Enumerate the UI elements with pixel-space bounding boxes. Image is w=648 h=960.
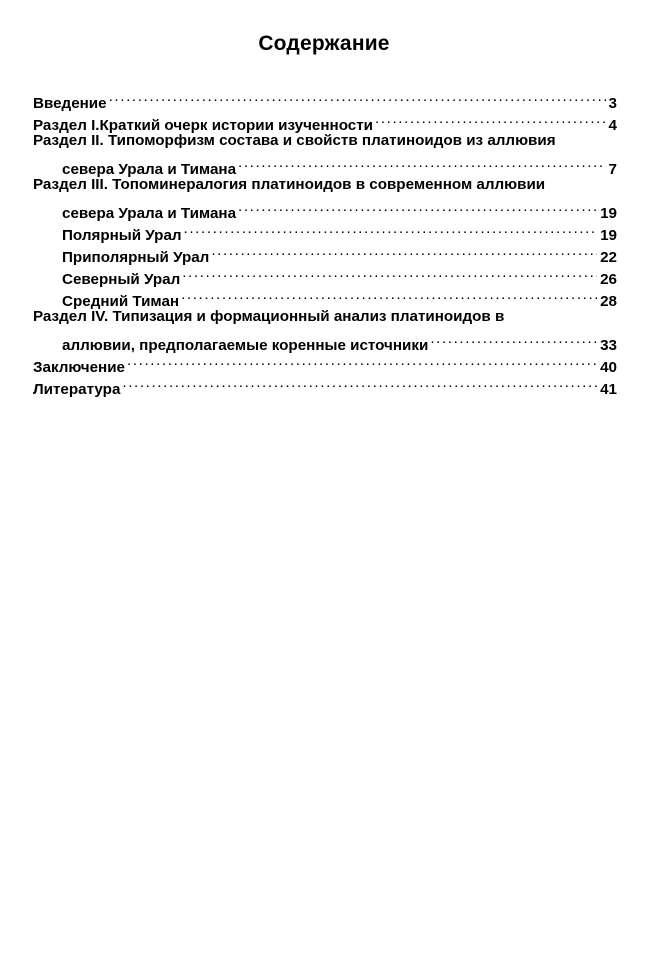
toc-entry-label: Раздел I.Краткий очерк истории изученности bbox=[33, 117, 374, 134]
toc-page-number: 7 bbox=[608, 161, 617, 178]
toc-page-number: 4 bbox=[608, 117, 617, 134]
toc-page-number: 33 bbox=[600, 337, 617, 354]
toc-page-number: 19 bbox=[600, 205, 617, 222]
toc-entry-label: аллювии, предполагаемые коренные источники bbox=[62, 337, 429, 354]
toc-entry-introduction[interactable] bbox=[33, 86, 617, 112]
toc-page-number: 41 bbox=[600, 381, 617, 398]
toc-entry-label: Раздел II. Типоморфизм состава и свойств платиноидов из аллювия bbox=[33, 132, 556, 149]
toc-page-number: 26 bbox=[600, 271, 617, 288]
toc-entry-label: Введение bbox=[33, 95, 107, 112]
toc-page-number: 19 bbox=[600, 227, 617, 244]
toc-leader-dots bbox=[182, 262, 597, 284]
toc-entry-label: Раздел IV. Типизация и формационный анализ платиноидов в bbox=[33, 308, 505, 325]
toc-entry-section-2[interactable] bbox=[33, 130, 617, 152]
toc-entry-section-4[interactable] bbox=[33, 306, 617, 328]
toc-leader-dots bbox=[375, 108, 606, 130]
toc-entry-label: Средний Тиман bbox=[62, 293, 180, 310]
toc-leader-dots bbox=[122, 372, 597, 394]
toc-leader-dots bbox=[238, 196, 597, 218]
toc-leader-dots bbox=[430, 328, 597, 350]
toc-page-number: 28 bbox=[600, 293, 617, 310]
toc-leader-dots bbox=[109, 86, 606, 108]
toc-entry-label: севера Урала и Тимана bbox=[62, 205, 237, 222]
toc-leader-dots bbox=[211, 240, 597, 262]
toc-entry-label: севера Урала и Тимана bbox=[62, 161, 237, 178]
toc-leader-dots bbox=[184, 218, 598, 240]
toc-page-number: 22 bbox=[600, 249, 617, 266]
toc-leader-dots bbox=[181, 284, 597, 306]
page-title: Содержание bbox=[258, 32, 390, 55]
toc-leader-dots bbox=[127, 350, 597, 372]
toc-entry-section-3[interactable] bbox=[33, 174, 617, 196]
toc-entry-label: Литература bbox=[33, 381, 121, 398]
toc-leader-dots bbox=[238, 152, 606, 174]
toc-entry-label: Полярный Урал bbox=[62, 227, 182, 244]
toc-entry-label: Северный Урал bbox=[62, 271, 181, 288]
toc-entry-section-1[interactable] bbox=[33, 108, 617, 134]
toc-entry-section-3-continuation[interactable] bbox=[33, 196, 617, 222]
table-of-contents bbox=[33, 86, 617, 398]
toc-page-number: 3 bbox=[608, 95, 617, 112]
toc-entry-label: Заключение bbox=[33, 359, 126, 376]
toc-entry-section-4-continuation[interactable] bbox=[33, 328, 617, 354]
toc-page-number: 40 bbox=[600, 359, 617, 376]
toc-entry-label: Раздел III. Топоминералогия платиноидов в современном аллювии bbox=[33, 176, 546, 193]
toc-entry-label: Приполярный Урал bbox=[62, 249, 210, 266]
toc-entry-section-2-continuation[interactable] bbox=[33, 152, 617, 178]
